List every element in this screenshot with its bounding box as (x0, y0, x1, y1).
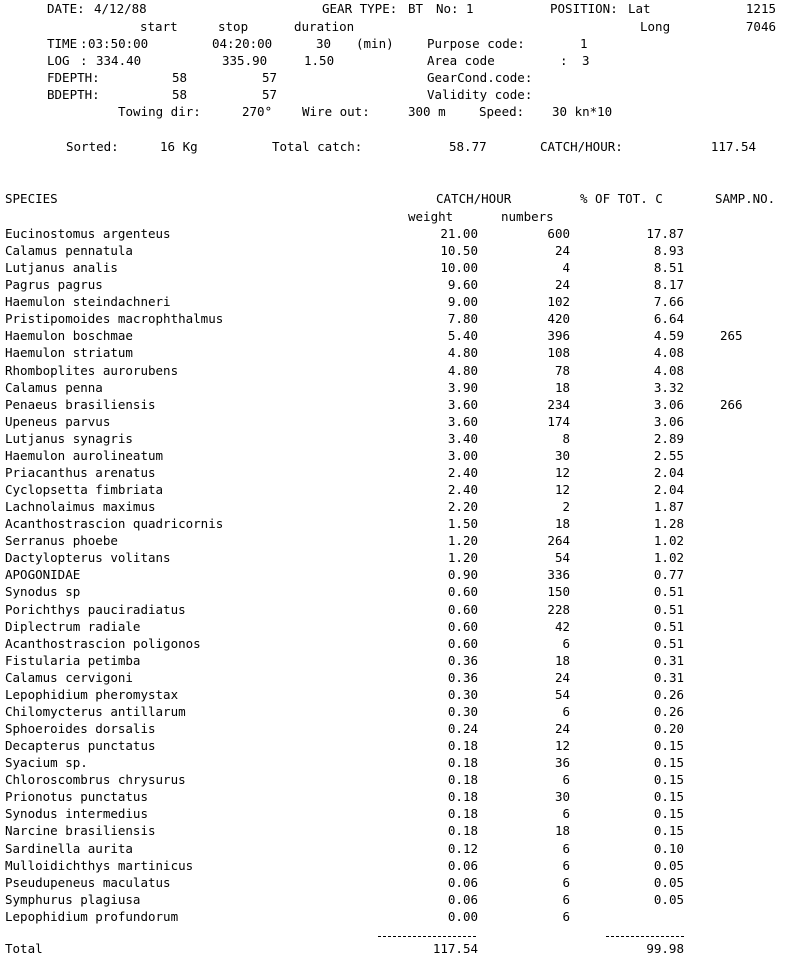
catch-numbers: 174 (547, 414, 570, 429)
col-start-label: start (140, 19, 178, 34)
species-name: Lepophidium pheromystax (5, 687, 179, 702)
pct-of-total: 7.66 (653, 294, 684, 309)
species-name: Serranus phoebe (5, 533, 118, 548)
area-colon: : (560, 53, 568, 68)
species-name: Synodus intermedius (5, 806, 148, 821)
date-label: DATE: (47, 1, 85, 16)
species-name: Cyclopsetta fimbriata (5, 482, 164, 497)
species-name: Lutjanus synagris (5, 431, 133, 446)
speed-value: 30 kn*10 (552, 104, 613, 119)
pct-of-total: 0.05 (653, 892, 684, 907)
pct-of-total: 17.87 (646, 226, 684, 241)
catch-numbers: 18 (554, 380, 570, 395)
fdepth-start: 58 (172, 70, 188, 85)
catch-weight: 0.30 (447, 687, 478, 702)
total-weight: 117.54 (432, 941, 478, 956)
pct-of-total: 2.04 (653, 482, 684, 497)
total-label: Total (5, 941, 43, 956)
lat-label: Lat (628, 1, 651, 16)
catch-numbers: 396 (547, 328, 570, 343)
catch-weight: 0.18 (447, 738, 478, 753)
catch-numbers: 108 (547, 345, 570, 360)
towing-label: Towing dir: (118, 104, 201, 119)
catch-weight: 0.60 (447, 619, 478, 634)
pct-of-total: 0.51 (653, 619, 684, 634)
species-name: Narcine brasiliensis (5, 823, 156, 838)
catch-numbers: 30 (554, 789, 570, 804)
log-label: LOG (47, 53, 70, 68)
speed-label: Speed: (479, 104, 525, 119)
area-label: Area code (427, 53, 495, 68)
species-name: Chloroscombrus chrysurus (5, 772, 186, 787)
pct-of-total: 0.31 (653, 653, 684, 668)
catch-numbers: 6 (562, 875, 570, 890)
gear-type-label: GEAR TYPE: (322, 1, 398, 16)
species-name: Eucinostomus argenteus (5, 226, 171, 241)
catch-numbers: 6 (562, 841, 570, 856)
catch-weight: 0.12 (447, 841, 478, 856)
pct-of-total: 0.51 (653, 602, 684, 617)
catch-weight: 0.36 (447, 653, 478, 668)
pct-of-total: 1.02 (653, 550, 684, 565)
gear-no-value: 1 (466, 1, 474, 16)
catch-weight: 0.18 (447, 789, 478, 804)
total-catch-label: Total catch: (272, 139, 363, 154)
long-label: Long (640, 19, 671, 34)
catch-numbers: 6 (562, 704, 570, 719)
pct-of-total: 4.08 (653, 363, 684, 378)
log-start: 334.40 (96, 53, 142, 68)
total-pct: 99.98 (646, 941, 684, 956)
catch-weight: 0.90 (447, 567, 478, 582)
catch-numbers: 336 (547, 567, 570, 582)
catch-numbers: 228 (547, 602, 570, 617)
catch-numbers: 24 (554, 670, 570, 685)
catch-weight: 3.90 (447, 380, 478, 395)
species-name: APOGONIDAE (5, 567, 81, 582)
fdepth-stop: 57 (262, 70, 278, 85)
species-name: Lepophidium profundorum (5, 909, 179, 924)
pct-of-total: 8.17 (653, 277, 684, 292)
pct-of-total: 0.51 (653, 584, 684, 599)
catch-weight: 0.24 (447, 721, 478, 736)
species-name: Pristipomoides macrophthalmus (5, 311, 224, 326)
catch-weight: 9.00 (447, 294, 478, 309)
pct-of-total: 2.04 (653, 465, 684, 480)
col-weight-header: weight (408, 209, 454, 224)
pct-of-total: 0.51 (653, 636, 684, 651)
catch-weight: 1.50 (447, 516, 478, 531)
lat-value: 1215 (745, 1, 776, 16)
catch-numbers: 6 (562, 858, 570, 873)
catch-numbers: 6 (562, 636, 570, 651)
pct-of-total: 0.15 (653, 789, 684, 804)
wire-value: 300 m (408, 104, 446, 119)
pct-of-total: 0.05 (653, 875, 684, 890)
pct-of-total: 0.15 (653, 806, 684, 821)
pct-of-total: 0.15 (653, 772, 684, 787)
species-name: Lutjanus analis (5, 260, 118, 275)
pct-of-total: 0.15 (653, 823, 684, 838)
catch-weight: 1.20 (447, 550, 478, 565)
catch-weight: 0.60 (447, 584, 478, 599)
col-numbers-header: numbers (501, 209, 554, 224)
total-catch-value: 58.77 (449, 139, 487, 154)
fdepth-label: FDEPTH: (47, 70, 100, 85)
catch-numbers: 8 (562, 431, 570, 446)
pct-of-total: 3.06 (653, 397, 684, 412)
area-value: 3 (582, 53, 590, 68)
purpose-value: 1 (580, 36, 588, 51)
time-stop: 04:20:00 (212, 36, 273, 51)
species-name: Upeneus parvus (5, 414, 111, 429)
pct-of-total: 3.06 (653, 414, 684, 429)
gear-type-value: BT (408, 1, 424, 16)
catch-numbers: 30 (554, 448, 570, 463)
long-value: 7046 (745, 19, 776, 34)
species-name: Fistularia petimba (5, 653, 141, 668)
catch-numbers: 600 (547, 226, 570, 241)
purpose-label: Purpose code: (427, 36, 525, 51)
pct-of-total: 4.59 (653, 328, 684, 343)
pct-of-total: 2.89 (653, 431, 684, 446)
catch-numbers: 18 (554, 653, 570, 668)
catch-weight: 0.18 (447, 806, 478, 821)
wire-label: Wire out: (302, 104, 370, 119)
catch-numbers: 78 (554, 363, 570, 378)
catch-numbers: 2 (562, 499, 570, 514)
catch-numbers: 24 (554, 277, 570, 292)
log-colon: : (80, 53, 88, 68)
pct-of-total: 0.15 (653, 755, 684, 770)
pct-of-total: 0.26 (653, 687, 684, 702)
time-label: TIME (47, 36, 78, 51)
catch-weight: 3.00 (447, 448, 478, 463)
col-pct-header: % OF TOT. C (580, 191, 663, 206)
species-name: Acanthostrascion poligonos (5, 636, 201, 651)
species-name: Sphoeroides dorsalis (5, 721, 156, 736)
pct-of-total: 0.26 (653, 704, 684, 719)
species-name: Pseudupeneus maculatus (5, 875, 171, 890)
species-name: Calamus cervigoni (5, 670, 133, 685)
catch-weight: 2.40 (447, 465, 478, 480)
sorted-value: 16 Kg (160, 139, 198, 154)
catch-numbers: 12 (554, 465, 570, 480)
species-name: Rhomboplites aurorubens (5, 363, 179, 378)
time-start: 03:50:00 (88, 36, 149, 51)
species-name: Pagrus pagrus (5, 277, 103, 292)
catch-weight: 1.20 (447, 533, 478, 548)
time-colon: : (80, 36, 88, 51)
bdepth-start: 58 (172, 87, 188, 102)
pct-of-total: 8.51 (653, 260, 684, 275)
catch-weight: 4.80 (447, 345, 478, 360)
catch-numbers: 150 (547, 584, 570, 599)
species-name: Dactylopterus volitans (5, 550, 171, 565)
catch-numbers: 12 (554, 738, 570, 753)
pct-of-total: 6.64 (653, 311, 684, 326)
pct-of-total: 0.77 (653, 567, 684, 582)
catch-weight: 21.00 (440, 226, 478, 241)
date-value: 4/12/88 (94, 1, 147, 16)
catch-weight: 0.60 (447, 636, 478, 651)
catch-weight: 2.20 (447, 499, 478, 514)
species-name: Syacium sp. (5, 755, 88, 770)
col-catch-hour-header: CATCH/HOUR (436, 191, 512, 206)
catch-hour-label: CATCH/HOUR: (540, 139, 623, 154)
catch-weight: 0.36 (447, 670, 478, 685)
col-stop-label: stop (218, 19, 249, 34)
pct-total-rule (606, 936, 684, 937)
catch-numbers: 24 (554, 721, 570, 736)
catch-numbers: 42 (554, 619, 570, 634)
catch-weight: 3.40 (447, 431, 478, 446)
pct-of-total: 1.02 (653, 533, 684, 548)
pct-of-total: 3.32 (653, 380, 684, 395)
catch-weight: 5.40 (447, 328, 478, 343)
species-name: Sardinella aurita (5, 841, 133, 856)
catch-weight: 0.18 (447, 823, 478, 838)
catch-numbers: 12 (554, 482, 570, 497)
species-name: Synodus sp (5, 584, 81, 599)
catch-weight: 3.60 (447, 397, 478, 412)
catch-weight: 2.40 (447, 482, 478, 497)
pct-of-total: 0.10 (653, 841, 684, 856)
catch-weight: 0.06 (447, 892, 478, 907)
species-name: Penaeus brasiliensis (5, 397, 156, 412)
col-samp-header: SAMP.NO. (715, 191, 776, 206)
position-label: POSITION: (550, 1, 618, 16)
pct-of-total: 0.20 (653, 721, 684, 736)
pct-of-total: 0.15 (653, 738, 684, 753)
catch-weight: 0.18 (447, 755, 478, 770)
catch-hour-value: 117.54 (710, 139, 756, 154)
species-name: Priacanthus arenatus (5, 465, 156, 480)
species-name: Prionotus punctatus (5, 789, 148, 804)
species-name: Chilomycterus antillarum (5, 704, 186, 719)
species-name: Decapterus punctatus (5, 738, 156, 753)
catch-weight: 3.60 (447, 414, 478, 429)
species-name: Acanthostrascion quadricornis (5, 516, 224, 531)
catch-numbers: 54 (554, 687, 570, 702)
weight-total-rule (378, 936, 476, 937)
catch-numbers: 6 (562, 892, 570, 907)
catch-weight: 0.00 (447, 909, 478, 924)
catch-weight: 0.30 (447, 704, 478, 719)
catch-weight: 10.50 (440, 243, 478, 258)
catch-numbers: 18 (554, 823, 570, 838)
catch-numbers: 102 (547, 294, 570, 309)
log-stop: 335.90 (222, 53, 268, 68)
pct-of-total: 0.31 (653, 670, 684, 685)
species-name: Lachnolaimus maximus (5, 499, 156, 514)
time-unit: (min) (356, 36, 394, 51)
bdepth-stop: 57 (262, 87, 278, 102)
gear-no-label: No: (436, 1, 459, 16)
catch-numbers: 24 (554, 243, 570, 258)
catch-weight: 0.06 (447, 875, 478, 890)
species-name: Haemulon steindachneri (5, 294, 171, 309)
catch-weight: 10.00 (440, 260, 478, 275)
col-duration-label: duration (294, 19, 355, 34)
bdepth-label: BDEPTH: (47, 87, 100, 102)
catch-numbers: 264 (547, 533, 570, 548)
catch-weight: 0.06 (447, 858, 478, 873)
pct-of-total: 0.05 (653, 858, 684, 873)
pct-of-total: 4.08 (653, 345, 684, 360)
catch-numbers: 54 (554, 550, 570, 565)
sorted-label: Sorted: (66, 139, 119, 154)
species-name: Haemulon boschmae (5, 328, 133, 343)
catch-weight: 0.18 (447, 772, 478, 787)
pct-of-total: 2.55 (653, 448, 684, 463)
col-species-header: SPECIES (5, 191, 58, 206)
gearcond-label: GearCond.code: (427, 70, 533, 85)
pct-of-total: 1.28 (653, 516, 684, 531)
species-name: Calamus penna (5, 380, 103, 395)
species-name: Porichthys pauciradiatus (5, 602, 186, 617)
catch-weight: 4.80 (447, 363, 478, 378)
pct-of-total: 8.93 (653, 243, 684, 258)
catch-numbers: 420 (547, 311, 570, 326)
catch-weight: 9.60 (447, 277, 478, 292)
species-name: Diplectrum radiale (5, 619, 141, 634)
towing-value: 270° (242, 104, 273, 119)
log-duration: 1.50 (304, 53, 335, 68)
pct-of-total: 1.87 (653, 499, 684, 514)
species-name: Symphurus plagiusa (5, 892, 141, 907)
species-name: Haemulon aurolineatum (5, 448, 164, 463)
sample-number: 265 (720, 328, 743, 343)
catch-numbers: 6 (562, 806, 570, 821)
validity-label: Validity code: (427, 87, 533, 102)
species-name: Mulloidichthys martinicus (5, 858, 194, 873)
catch-weight: 0.60 (447, 602, 478, 617)
time-duration: 30 (316, 36, 332, 51)
species-name: Calamus pennatula (5, 243, 133, 258)
species-name: Haemulon striatum (5, 345, 133, 360)
catch-numbers: 36 (554, 755, 570, 770)
catch-numbers: 6 (562, 909, 570, 924)
catch-numbers: 4 (562, 260, 570, 275)
catch-numbers: 18 (554, 516, 570, 531)
catch-weight: 7.80 (447, 311, 478, 326)
catch-numbers: 6 (562, 772, 570, 787)
sample-number: 266 (720, 397, 743, 412)
catch-numbers: 234 (547, 397, 570, 412)
